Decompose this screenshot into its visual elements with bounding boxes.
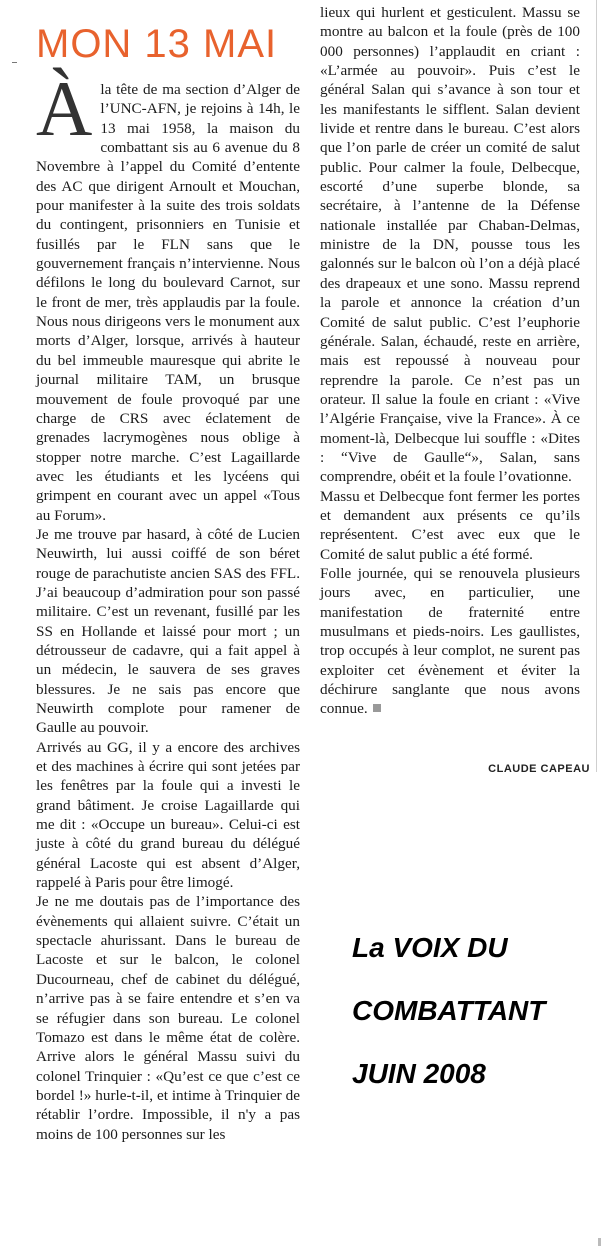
paragraph-text: la tête de ma section d’Alger de l’UNC-AFN, je rejoins à 14h, le 13 mai 1958, la maison du combattant sis au 6 avenue du 8 Novembre à l’appel du Comité d’entente des AC que dirigent Arnoult et Mouchan, pour manifester à la suite des trois soldats du contingent, prisonniers en Tunisie et fusillés par le FLN sans que le gouvernement français n’intervienne. Nous défilons le long du boulevard Carnot, sur le front de mer, très applaudis par la foule. Nous nous dirigeons vers le monument aux morts d’Alger, lorsque, arrivés à hauteur du bel immeuble mauresque qui abrite le journal militaire TAM, un brusque mouvement de foule provoqué par une charge de CRS avec éclatement de grenades lacrymogènes nous oblige à stopper notre marche. C’est Lagaillarde avec les étudiants et les lycéens qui grimpent en courant avec un appel «Tous au Forum». (36, 81, 300, 524)
paragraph: Massu et Delbecque font fermer les portes et demandent aux présents ce qu’ils représentent. C’est avec eux que le Comité de salut public a été formé. (320, 487, 580, 563)
paragraph-text: Folle journée, qui se renouvela plusieurs jours avec, en particulier, une manifestation de fraternité entre musulmans et pieds-noirs. Les gaullistes, trop occupés à leur complot, ne surent pas exploiter cet évènement et éviter la déchirure sanglante que nous avons connue. (320, 564, 580, 718)
paragraph: Arrivés au GG, il y a encore des archives et des machines à écrire qui sont jetées par les fenêtres par la foule qui a investi le grand bâtiment. Je croise Lagaillarde qui me dit : «Occupe un bureau». Celui-ci est juste à côté du grand bureau du délégué général Lacoste qui est absent d’Alger, rappelé à Paris pour être limogé. (36, 738, 300, 892)
scan-mark (598, 1238, 601, 1246)
paragraph (36, 65, 300, 525)
article-title: MON 13 MAI (36, 22, 278, 66)
source-label-line-1: La VOIX DU (352, 932, 508, 963)
paragraph (320, 564, 580, 719)
scan-mark (12, 62, 17, 63)
source-label-line-3: JUIN 2008 (352, 1058, 486, 1089)
source-label-line-2: COMBATTANT (352, 995, 546, 1026)
drop-cap: À (36, 65, 93, 152)
paragraph: Je ne me doutais pas de l’importance des évènements qui allaient suivre. C’était un spectacle ahurissant. Dans le bureau de Lacoste et sur le balcon, le colonel Ducourneau, chef de cabinet du délégué, n’arrive pas à se faire entendre et s’en va se réfugier dans son bureau. Le colonel Tomazo est dans le même état de colère. Arrive alors le général Massu suivi du colonel Trinquier : «Qu’est ce que c’est ce bordel !» hurle-t-il, et intime à Trinquier de rétablir l’ordre. Impossible, il n'y a pas moins de 100 personnes sur les (36, 893, 300, 1143)
author-byline: CLAUDE CAPEAU (488, 763, 590, 775)
column-divider (596, 0, 597, 772)
article-column-left (36, 65, 300, 1230)
article-column-right (320, 3, 580, 743)
paragraph: lieux qui hurlent et gesticulent. Massu se montre au balcon et la foule (près de 100 000 personnes) l’applaudit en criant : «L’armée au pouvoir». Puis c’est le général Salan qui s’avance à son tour et les manifestants le sifflent. Salan devient livide et rentre dans le bureau. C’est alors que l’on parle de créer un comité de salut public. Pour calmer la foule, Delbecque, escorté d’une superbe blonde, sa secrétaire, à l’antenne de la Défense nationale installée par Chaban-Delmas, ministre de la DN, pousse tous les galonnés sur le balcon où l’on a déjà placé des drapeaux et une sono. Massu reprend la parole et annonce la création d’un Comité de salut public. C’est l’euphorie générale. Salan, échaudé, reste en arrière, mais est repoussé à nouveau pour reprendre la parole. Ce n’est pas un orateur. Il salue la foule en criant : «Vive l’Algérie Française, vive la France». À ce moment-là, Delbecque lui souffle : «Dites : “Vive de Gaulle“», Salan, sans comprendre, obéit et la foule l’ovationne. (320, 4, 580, 486)
paragraph: Je me trouve par hasard, à côté de Lucien Neuwirth, lui aussi coiffé de son béret rouge de parachutiste ancien SAS des FFL. J’ai beaucoup d’admiration pour son passé militaire. C’est un revenant, fusillé par les SS en Hollande et laissé pour mort ; un détrousseur de cadavre, qui a fait appel à un médecin, le sauvera de ses graves blessures. Je ne sais pas encore que Neuwirth complote pour ramener de Gaulle au pouvoir. (36, 525, 300, 737)
end-of-article-icon (373, 704, 381, 712)
